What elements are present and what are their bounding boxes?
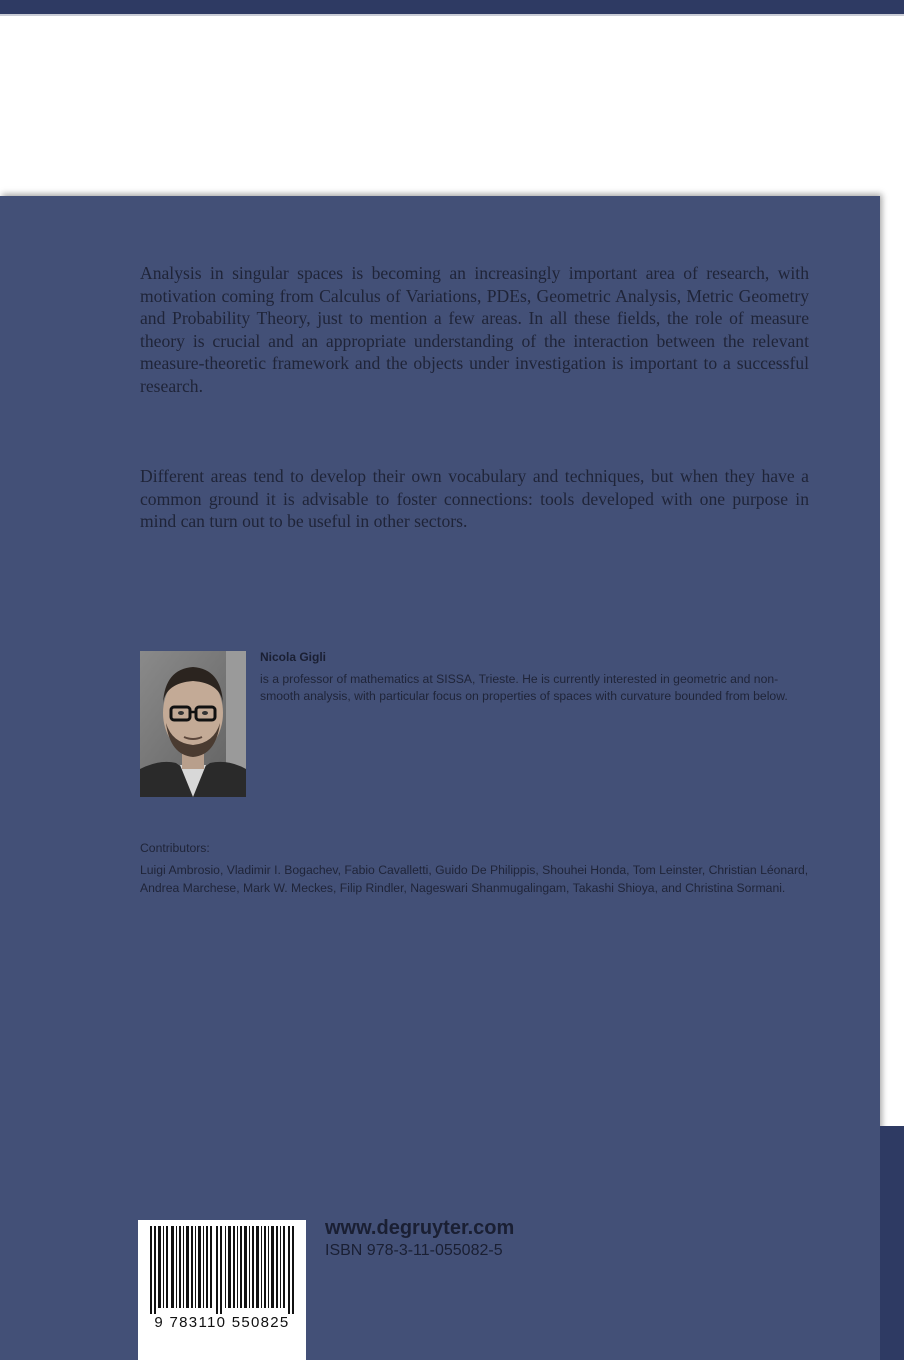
author-bio: is a professor of mathematics at SISSA, Trieste. He is currently interested in geometric and non-smooth analysis, with particular focus on properties of spaces with curvature bounded from below. (260, 672, 788, 703)
publisher-website: www.degruyter.com (325, 1217, 515, 1239)
contributors-list: Luigi Ambrosio, Vladimir I. Bogachev, Fabio Cavalletti, Guido De Philippis, Shouhei Honda, Tom Leinster, Christian Léonard, Andrea Marchese, Mark W. Meckes, Filip Rindler, Nageswari Shanmugalingam, Takashi Shioya, and Christina Sormani. (140, 863, 809, 895)
isbn-barcode (138, 1220, 306, 1360)
blurb-paragraph-2: Different areas tend to develop their own vocabulary and techniques, but when they have a common ground it is advisable to foster connections: tools developed with one purpose in mind can turn out to be useful in other sectors. (140, 466, 809, 532)
isbn-text: ISBN 978-3-11-055082-5 (325, 1242, 503, 1259)
contributors-label: Contributors: (140, 841, 210, 855)
barcode-number: 9 783110 550825 (154, 1314, 290, 1331)
author-photo (140, 651, 246, 797)
blurb-paragraph-1: Analysis in singular spaces is becoming an increasingly important area of research, with motivation coming from Calculus of Variations, PDEs, Geometric Analysis, Metric Geometry and Probability Theory, just to mention a few areas. In all these fields, the role of measure theory is crucial and an appropriate understanding of the interaction between the relevant measure-theoretic framework and the objects under investigation is important to a successful research. (140, 263, 809, 396)
top-accent-bar (0, 0, 904, 14)
top-accent-divider (0, 14, 904, 16)
author-name: Nicola Gigli (260, 650, 327, 664)
barcode-bars (138, 1220, 306, 1316)
spine-strip (880, 1126, 904, 1360)
